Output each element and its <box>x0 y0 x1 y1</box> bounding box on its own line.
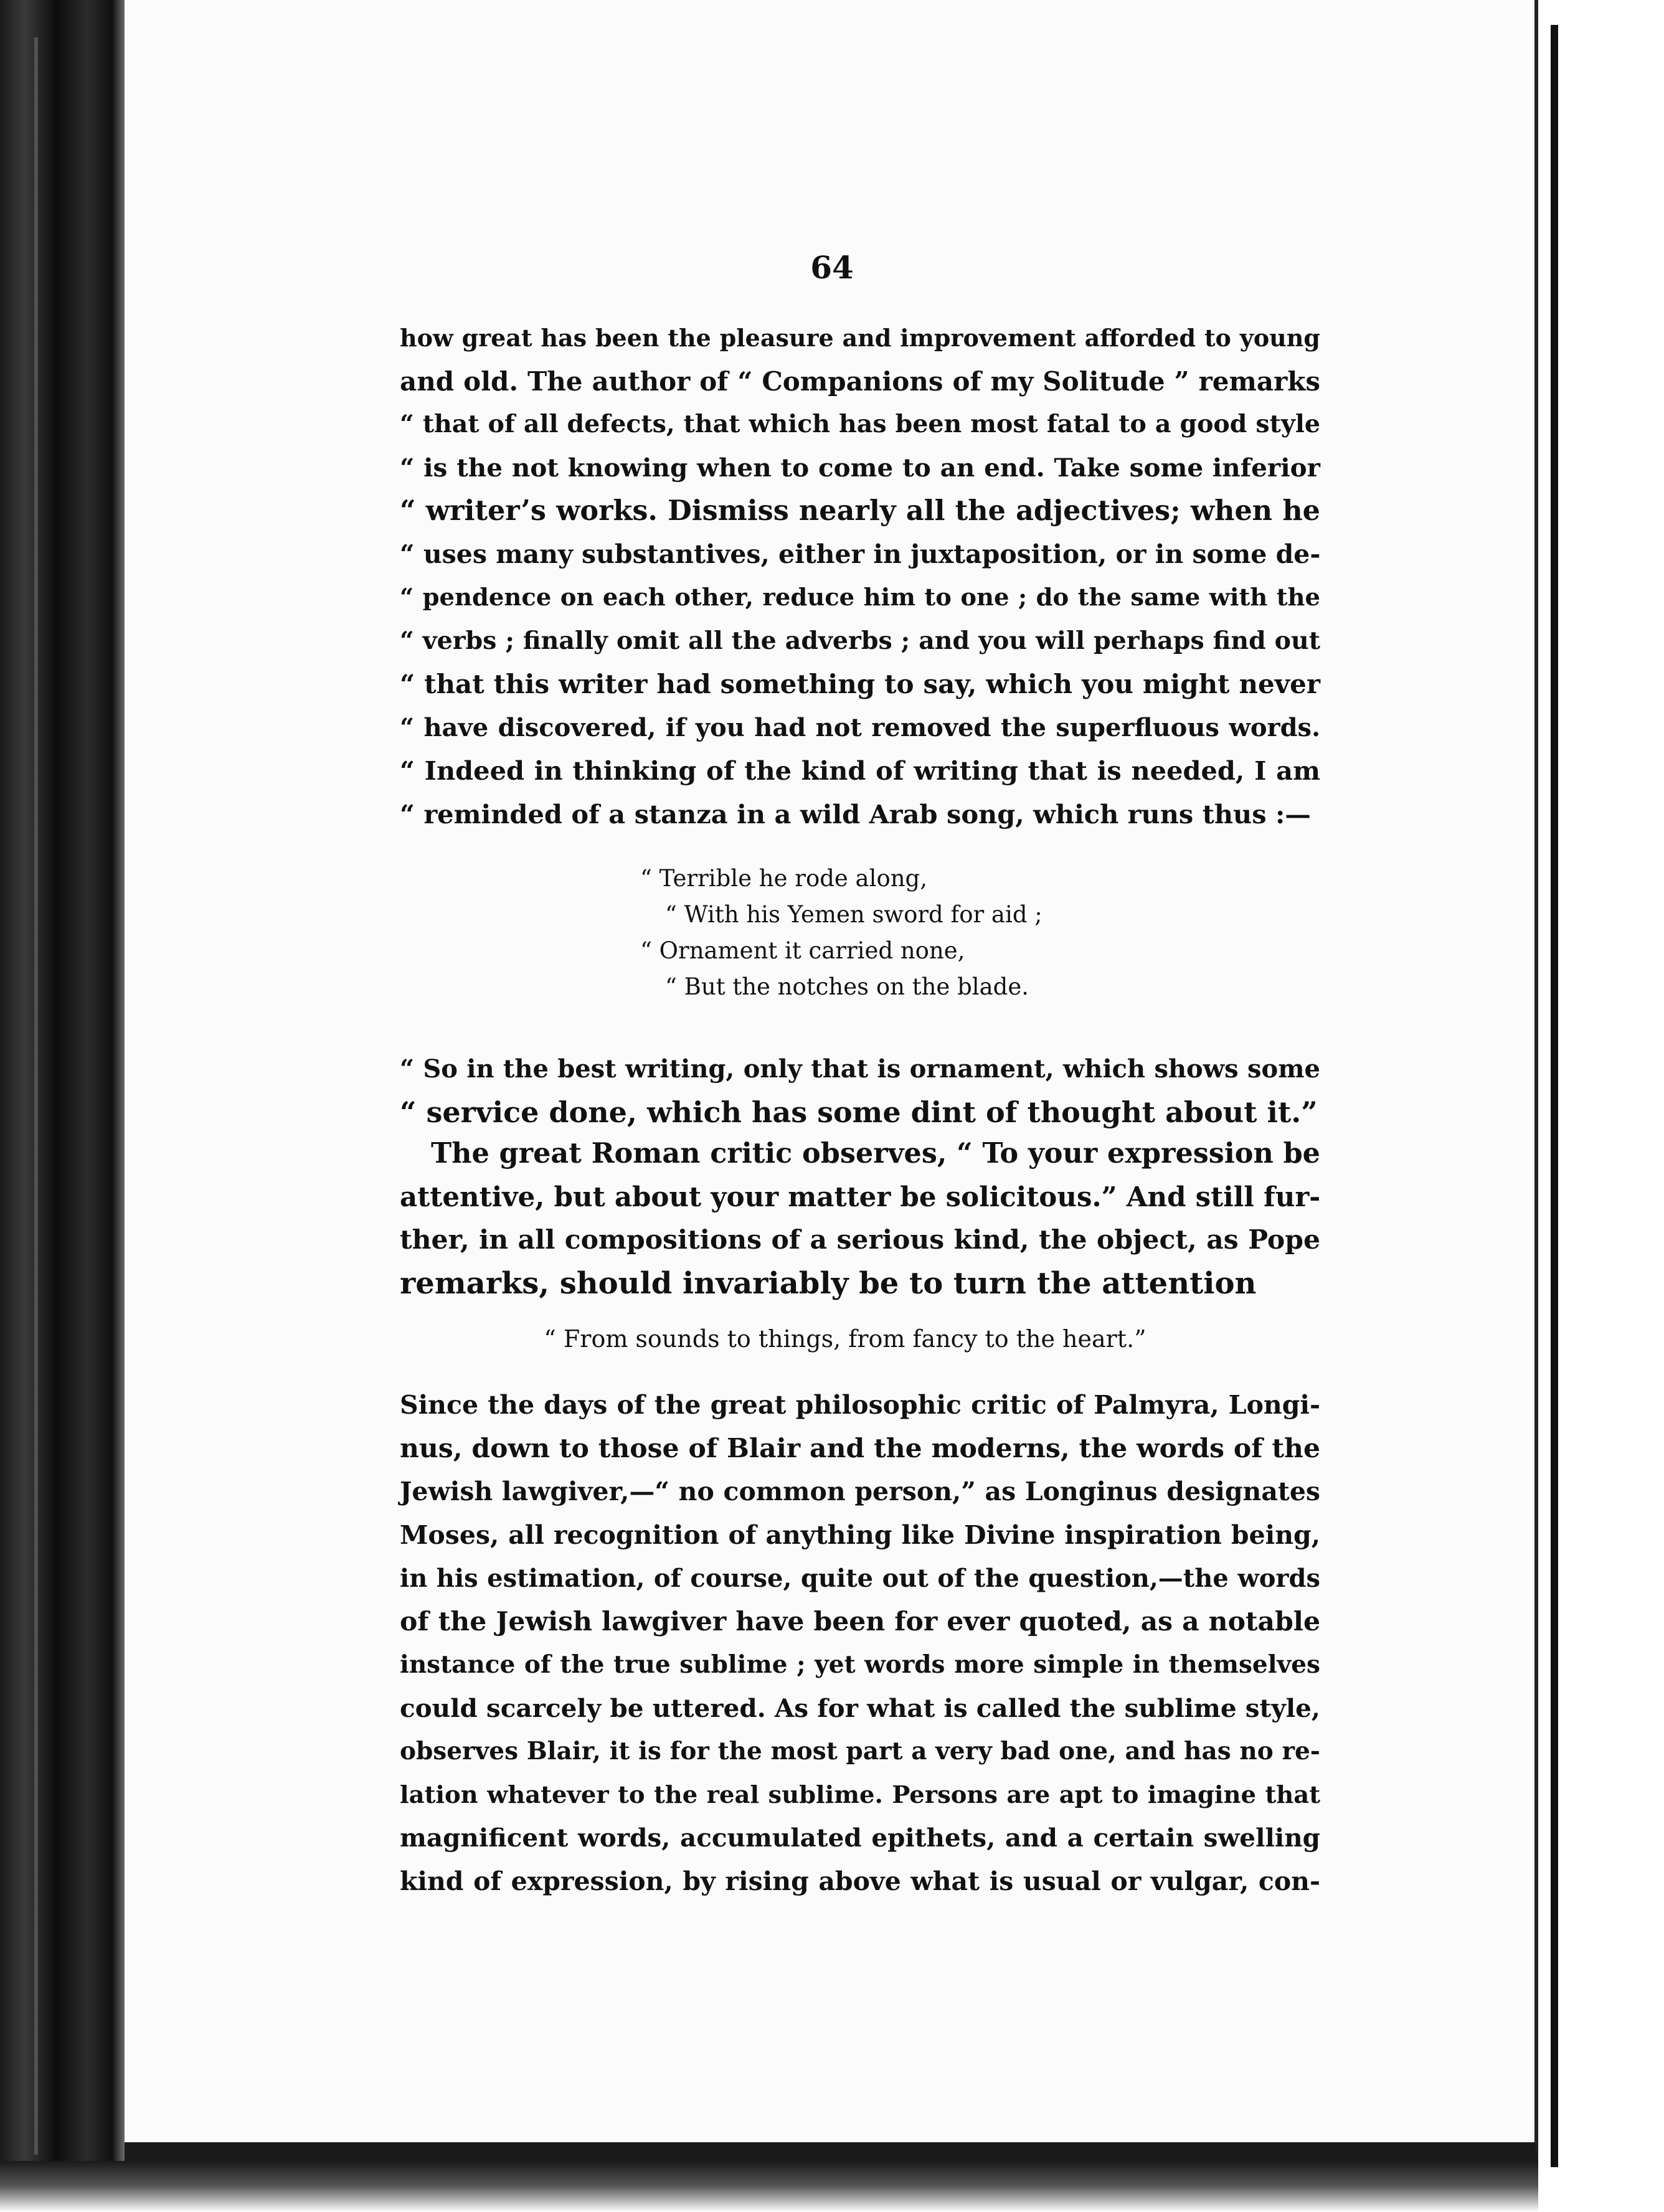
text-line: could scarcely be uttered. As for what is called the sublime style, <box>400 1693 1320 1723</box>
facing-page-edge <box>1538 0 1664 2212</box>
page-bottom-shadow <box>0 2161 1538 2212</box>
text-line: “ Indeed in thinking of the kind of writing that is needed, I am <box>400 755 1320 786</box>
text-line: magnificent words, accumulated epithets, and a certain swelling <box>400 1823 1320 1853</box>
text-line: Jewish lawgiver,—“ no common person,” as Longinus designates <box>400 1477 1320 1506</box>
pope-quote-text: “ From sounds to things, from fancy to the heart.” <box>544 1325 1146 1353</box>
text-line: observes Blair, it is for the most part a very bad one, and has no re- <box>400 1737 1320 1765</box>
text-line: Moses, all recognition of anything like Divine inspiration being, <box>400 1520 1320 1550</box>
pope-quote <box>0 1325 1664 1353</box>
text-line: instance of the true sublime ; yet words more simple in themselves <box>400 1650 1320 1679</box>
text-line: lation whatever to the real sublime. Persons are apt to imagine that <box>400 1780 1320 1809</box>
text-line: “ that this writer had something to say, which you might never <box>400 669 1320 699</box>
text-line: “ service done, which has some dint of thought about it.” <box>400 1095 1318 1129</box>
text-line: kind of expression, by rising above what is usual or vulgar, con- <box>400 1866 1320 1896</box>
text-line: “ have discovered, if you had not removed the superfluous words. <box>400 712 1320 742</box>
text-line: “ pendence on each other, reduce him to one ; do the same with the <box>400 584 1320 612</box>
paragraph-companions-quote <box>400 316 1320 836</box>
verse-line: “ Terrible he rode along, <box>640 865 928 892</box>
text-line: remarks, should invariably be to turn the attention <box>400 1265 1257 1301</box>
text-line: “ is the not knowing when to come to an end. Take some inferior <box>400 452 1320 483</box>
text-line: “ reminded of a stanza in a wild Arab song, which runs thus :— <box>400 798 1311 830</box>
paragraph-roman-critic <box>400 1132 1320 1305</box>
text-line: and old. The author of “ Companions of my Solitude ” remarks <box>400 366 1320 397</box>
text-line: “ that of all defects, that which has been most fatal to a good style <box>400 410 1320 438</box>
text-line: The great Roman critic observes, “ To your expression be <box>431 1137 1320 1170</box>
verse-line: “ Ornament it carried none, <box>640 937 965 964</box>
page-number: 64 <box>810 249 854 286</box>
text-line: Since the days of the great philosophic critic of Palmyra, Longi- <box>400 1390 1320 1420</box>
verse-line: “ But the notches on the blade. <box>665 973 1029 1000</box>
book-binding-edge <box>0 0 125 2212</box>
text-line: ther, in all compositions of a serious kind, the object, as Pope <box>400 1224 1320 1255</box>
paragraph-sublime <box>400 1384 1320 1903</box>
text-line: how great has been the pleasure and improvement afforded to young <box>400 324 1320 352</box>
verse-stanza <box>640 861 1151 1005</box>
text-line: “ writer’s works. Dismiss nearly all the adjectives; when he <box>400 494 1320 527</box>
text-line: “ uses many substantives, either in juxtaposition, or in some de- <box>400 539 1321 569</box>
verse-line: “ With his Yemen sword for aid ; <box>665 901 1042 928</box>
text-line: in his estimation, of course, quite out of the question,—the words <box>400 1564 1320 1593</box>
paragraph-best-writing <box>400 1047 1320 1134</box>
text-line: nus, down to those of Blair and the moderns, the words of the <box>400 1432 1320 1464</box>
text-line: “ verbs ; finally omit all the adverbs ; and you will perhaps find out <box>400 626 1320 655</box>
text-line: attentive, but about your matter be solicitous.” And still fur- <box>400 1181 1321 1213</box>
text-line: “ So in the best writing, only that is ornament, which shows some <box>400 1054 1320 1084</box>
text-line: of the Jewish lawgiver have been for ever quoted, as a notable <box>400 1605 1320 1637</box>
